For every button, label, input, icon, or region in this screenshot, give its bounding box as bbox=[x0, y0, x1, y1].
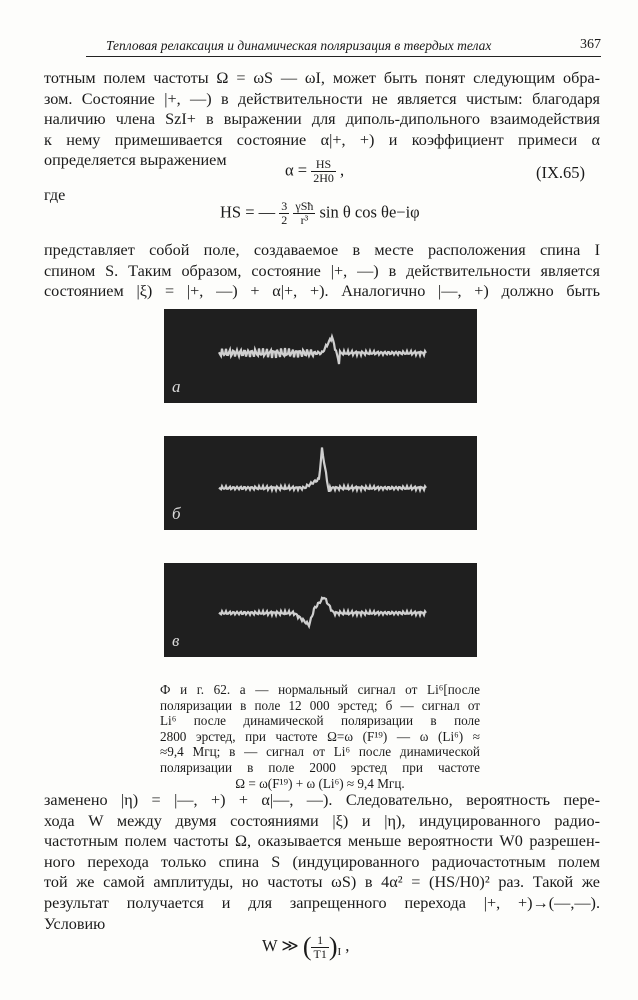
fraction-numerator: 1 bbox=[311, 934, 328, 948]
fraction-denominator: 2H0 bbox=[313, 171, 334, 185]
text-line: ного перехода только спина S (индуцированного радиочастотным полем bbox=[44, 852, 600, 871]
eq-tail: , bbox=[345, 935, 350, 955]
signal-trace-b bbox=[164, 436, 477, 530]
eq-subscript: I bbox=[337, 946, 342, 959]
text-line: состоянием |ξ) = |+, —) + α|+, +). Аналогично |—, +) должно быть bbox=[44, 282, 600, 301]
fraction bbox=[293, 200, 315, 227]
panel-label: б bbox=[172, 504, 181, 523]
signal-panel-b bbox=[164, 436, 477, 530]
equation-label: (IX.65) bbox=[536, 163, 586, 182]
text-line: хода W между двумя состояниями |ξ) и |η), индуцированного радио- bbox=[44, 811, 600, 830]
running-title: Тепловая релаксация и динамическая поляризация в твердых телах bbox=[106, 38, 492, 53]
eq-lhs: HS = — bbox=[220, 202, 276, 222]
fraction-denominator: T1 bbox=[313, 946, 327, 961]
eq-tail: sin θ cos θe−iφ bbox=[319, 202, 420, 222]
paragraph-1 bbox=[44, 68, 600, 171]
equation-hs bbox=[220, 200, 420, 227]
fraction-denominator: 2 bbox=[281, 213, 288, 227]
text-line: зом. Состояние |+, —) в действительности не является чистым: благодаря bbox=[44, 89, 600, 108]
text-line: тотным полем частоты Ω = ωS — ωI, может быть понят следующим обра- bbox=[44, 69, 600, 87]
caption-line: 2800 эрстед, при частоте Ω=ω (F¹⁹) — ω (Li⁶) ≈ bbox=[160, 728, 480, 744]
text-line: к нему примешивается состояние α|+, +) и коэффициент примеси α bbox=[44, 130, 600, 149]
text-line: частотным полем частоты Ω, оказывается меньше вероятности W0 разрешен- bbox=[44, 832, 600, 851]
page-number: 367 bbox=[580, 37, 601, 52]
caption-line: Li⁶ после динамической поляризации в поле bbox=[160, 713, 480, 729]
paragraph-3 bbox=[44, 790, 600, 934]
text-line: представляет собой поле, создаваемое в месте расположения спина I bbox=[44, 241, 600, 259]
panel-label: а bbox=[172, 377, 181, 396]
signal-trace-a bbox=[164, 309, 477, 403]
running-header bbox=[86, 36, 601, 57]
panel-label: в bbox=[172, 631, 180, 650]
eq-lhs: W ≫ bbox=[262, 935, 299, 955]
caption-line: Ω = ω(F¹⁹) + ω (Li⁶) ≈ 9,4 Мгц. bbox=[235, 775, 405, 791]
text-line: Условию bbox=[44, 914, 106, 933]
equation-ix-65 bbox=[285, 158, 344, 185]
caption-line: поляризации в поле 2000 эрстед при частоте bbox=[160, 759, 480, 775]
where-word: где bbox=[44, 186, 66, 204]
fraction bbox=[279, 200, 289, 227]
text-line: той же самой амплитуды, но частоты ωS) в 4α² = (HS/H0)² раз. Такой же bbox=[44, 873, 600, 892]
figure-caption bbox=[160, 682, 480, 791]
text-line: наличию члена SzI+ в выражении для диполь-дипольного взаимодействия bbox=[44, 110, 600, 129]
fraction-denominator: r³ bbox=[300, 213, 309, 227]
caption-line: ≈9,4 Мгц; в — сигнал от Li⁶ после динамической bbox=[160, 744, 480, 760]
text-line: спином S. Таким образом, состояние |+, —) в действительности является bbox=[44, 261, 600, 280]
fraction bbox=[311, 158, 336, 185]
text-line: результат получается и для запрещенного перехода |+, +)→(—,—). bbox=[44, 893, 600, 912]
eq-lhs: α = bbox=[285, 160, 308, 180]
signal-trace-c bbox=[164, 563, 477, 657]
signal-panel-a bbox=[164, 309, 477, 403]
eq-tail: , bbox=[340, 160, 345, 180]
caption-line: поляризации в поле 12 000 эрстед; б — сигнал от bbox=[160, 697, 480, 713]
caption-line: Ф и г. 62. а — нормальный сигнал от Li⁶[после bbox=[160, 682, 480, 697]
text-line: заменено |η) = |—, +) + α|—, —). Следовательно, вероятность пере- bbox=[44, 791, 600, 809]
fraction-numerator: HS bbox=[311, 158, 336, 172]
equation-w: W ≫ ( $\frac{1}{T1}$ )$_I$ , bbox=[262, 932, 350, 961]
fraction-numerator: γSħ bbox=[295, 199, 314, 213]
fraction bbox=[311, 934, 328, 961]
text-line: определяется выражением bbox=[44, 151, 227, 170]
fraction-numerator: 3 bbox=[281, 199, 288, 213]
paragraph-2 bbox=[44, 240, 600, 302]
signal-panel-c bbox=[164, 563, 477, 657]
